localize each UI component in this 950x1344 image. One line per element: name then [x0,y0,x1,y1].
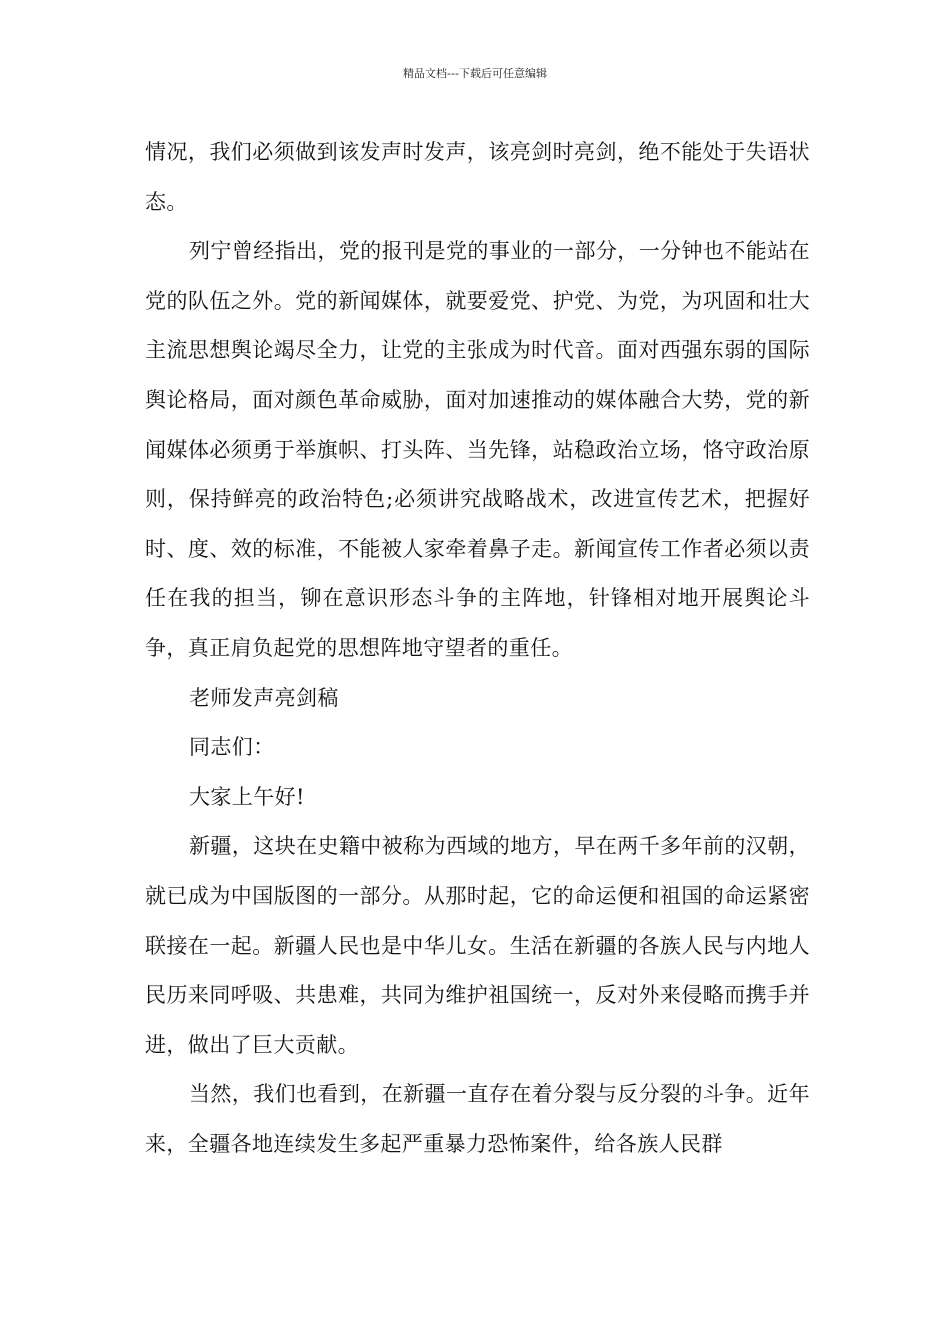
section-title: 老师发声亮剑稿 [189,685,339,710]
paragraph-xinjiang-history: 新疆，这块在史籍中被称为西域的地方，早在两千多年前的汉朝，就已成为中国版图的一部分。从那时起，它的命运便和祖国的命运紧密联接在一起。新疆人民也是中华儿女。生活在新疆的各族人民与内地人民历来同呼吸、共患难，共同为维护祖国统一，反对外来侵略而携手并进，做出了巨大贡献。 [145,834,810,1057]
paragraph-xinjiang-struggle: 当然，我们也看到，在新疆一直存在着分裂与反分裂的斗争。近年来，全疆各地连续发生多起严重暴力恐怖案件，给各族人民群 [145,1082,810,1156]
salutation: 同志们： [189,735,275,760]
paragraph-continued: 情况，我们必须做到该发声时发声，该亮剑时亮剑，绝不能处于失语状态。 [145,140,810,214]
greeting: 大家上午好! [189,784,305,809]
paragraph-lenin-quote: 列宁曾经指出，党的报刊是党的事业的一部分，一分钟也不能站在党的队伍之外。党的新闻媒体，就要爱党、护党、为党，为巩固和壮大主流思想舆论竭尽全力，让党的主张成为时代音。面对西强东弱的国际舆论格局，面对颜色革命威胁，面对加速推动的媒体融合大势，党的新闻媒体必须勇于举旗帜、打头阵、当先锋，站稳政治立场，恪守政治原则，保持鲜亮的政治特色;必须讲究战略战术，改进宣传艺术，把握好时、度、效的标准，不能被人家牵着鼻子走。新闻宣传工作者必须以责任在我的担当，铆在意识形态斗争的主阵地，针锋相对地开展舆论斗争，真正肩负起党的思想阵地守望者的重任。 [145,239,810,660]
document-body [145,128,810,1169]
page-header: 精品文档---下载后可任意编辑 [403,67,547,80]
